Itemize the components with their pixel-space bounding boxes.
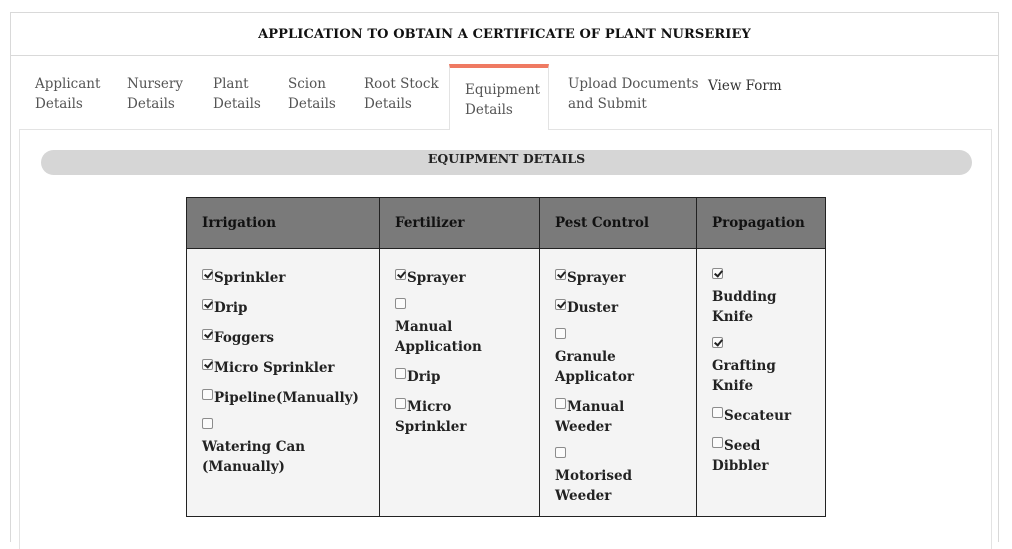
option-manual-application: [395, 298, 524, 357]
sprinkler-checkbox[interactable]: [202, 269, 213, 280]
option-sprinkler: [202, 268, 364, 288]
option-drip: [202, 298, 364, 318]
tab-label-line1: Plant: [213, 76, 249, 92]
tab-view-form[interactable]: [708, 76, 782, 96]
foggers-checkbox[interactable]: [202, 329, 213, 340]
option-label: Sprayer: [407, 270, 466, 286]
option-label: Pipeline(Manually): [214, 390, 359, 406]
tab-scion-details[interactable]: [288, 74, 336, 114]
irrigation-options: [187, 249, 380, 517]
section-title: EQUIPMENT DETAILS: [41, 150, 972, 175]
tab-label-line2: Details: [213, 96, 261, 112]
seed-dibbler-checkbox[interactable]: [712, 437, 723, 448]
micro-sprinkler-checkbox[interactable]: [202, 359, 213, 370]
tab-label-line1: Equipment: [465, 82, 541, 98]
tab-equipment-details[interactable]: [449, 64, 549, 130]
column-header-fertilizer: Fertilizer: [380, 198, 540, 249]
option-micro-sprinkler: [202, 358, 364, 378]
tab-root-stock-details[interactable]: [364, 74, 439, 114]
tab-label-line2: Details: [127, 96, 175, 112]
page-title: APPLICATION TO OBTAIN A CERTIFICATE OF PLANT NURSERIEY: [11, 13, 998, 56]
tab-label-line1: Applicant: [35, 76, 101, 92]
option-granule-applicator: [555, 328, 681, 387]
tab-nursery-details[interactable]: [127, 74, 183, 114]
drip-checkbox[interactable]: [202, 299, 213, 310]
column-header-propagation: Propagation: [697, 198, 826, 249]
option-label: Duster: [567, 300, 619, 316]
equipment-table: [186, 197, 826, 517]
option-pipeline-manually: [202, 388, 364, 408]
tab-label-line1: Upload Documents: [568, 76, 699, 92]
propagation-options: [697, 249, 826, 517]
tab-label-line1: View Form: [708, 78, 782, 94]
granule-applicator-checkbox[interactable]: [555, 328, 566, 339]
option-budding-knife: [712, 268, 810, 327]
tab-applicant-details[interactable]: [35, 74, 100, 114]
option-sprayer: [395, 268, 524, 288]
option-label: Motorised Weeder: [555, 468, 633, 504]
option-label: Manual Application: [395, 319, 482, 355]
option-label: Sprinkler: [214, 270, 286, 286]
manual-weeder-checkbox[interactable]: [555, 398, 566, 409]
column-header-irrigation: Irrigation: [187, 198, 380, 249]
option-sprayer: [555, 268, 681, 288]
option-motorised-weeder: [555, 447, 681, 506]
form-tabs: [19, 64, 993, 130]
option-label: Budding Knife: [712, 289, 777, 325]
option-label: Sprayer: [567, 270, 626, 286]
option-manual-weeder: [555, 397, 681, 437]
option-label: Granule Applicator: [555, 349, 634, 385]
column-header-pest-control: Pest Control: [540, 198, 697, 249]
tab-upload-documents[interactable]: [568, 74, 699, 114]
tab-label-line2: Details: [288, 96, 336, 112]
option-label: Micro Sprinkler: [214, 360, 335, 376]
option-label: Seed Dibbler: [712, 438, 769, 474]
option-secateur: [712, 406, 810, 426]
secateur-checkbox[interactable]: [712, 407, 723, 418]
manual-application-checkbox[interactable]: [395, 298, 406, 309]
option-seed-dibbler: [712, 436, 810, 476]
option-label: Grafting Knife: [712, 358, 776, 394]
motorised-weeder-checkbox[interactable]: [555, 447, 566, 458]
option-drip: [395, 367, 524, 387]
tab-label-line1: Root Stock: [364, 76, 439, 92]
tab-label-line2: Details: [35, 96, 83, 112]
option-label: Micro Sprinkler: [395, 399, 467, 435]
fertilizer-options: [380, 249, 540, 517]
pest-control-options: [540, 249, 697, 517]
tab-content-panel: [19, 129, 992, 549]
micro-sprinkler-checkbox[interactable]: [395, 398, 406, 409]
option-label: Manual Weeder: [555, 399, 625, 435]
duster-checkbox[interactable]: [555, 299, 566, 310]
option-micro-sprinkler: [395, 397, 524, 437]
tab-plant-details[interactable]: [213, 74, 261, 114]
option-foggers: [202, 328, 364, 348]
sprayer-checkbox[interactable]: [395, 269, 406, 280]
tab-label-line2: and Submit: [568, 96, 647, 112]
tab-label-line2: Details: [465, 102, 513, 118]
option-watering-can: [202, 418, 364, 477]
option-label: Drip: [407, 369, 441, 385]
option-label: Watering Can (Manually): [202, 439, 306, 475]
option-duster: [555, 298, 681, 318]
grafting-knife-checkbox[interactable]: [712, 337, 723, 348]
option-label: Foggers: [214, 330, 275, 346]
application-form-card: [10, 12, 999, 542]
option-grafting-knife: [712, 337, 810, 396]
tab-label-line1: Nursery: [127, 76, 183, 92]
option-label: Drip: [214, 300, 248, 316]
option-label: Secateur: [724, 408, 792, 424]
sprayer-checkbox[interactable]: [555, 269, 566, 280]
pipeline-manually-checkbox[interactable]: [202, 389, 213, 400]
watering-can-checkbox[interactable]: [202, 418, 213, 429]
budding-knife-checkbox[interactable]: [712, 268, 723, 279]
tab-label-line1: Scion: [288, 76, 326, 92]
drip-checkbox[interactable]: [395, 368, 406, 379]
tab-label-line2: Details: [364, 96, 412, 112]
